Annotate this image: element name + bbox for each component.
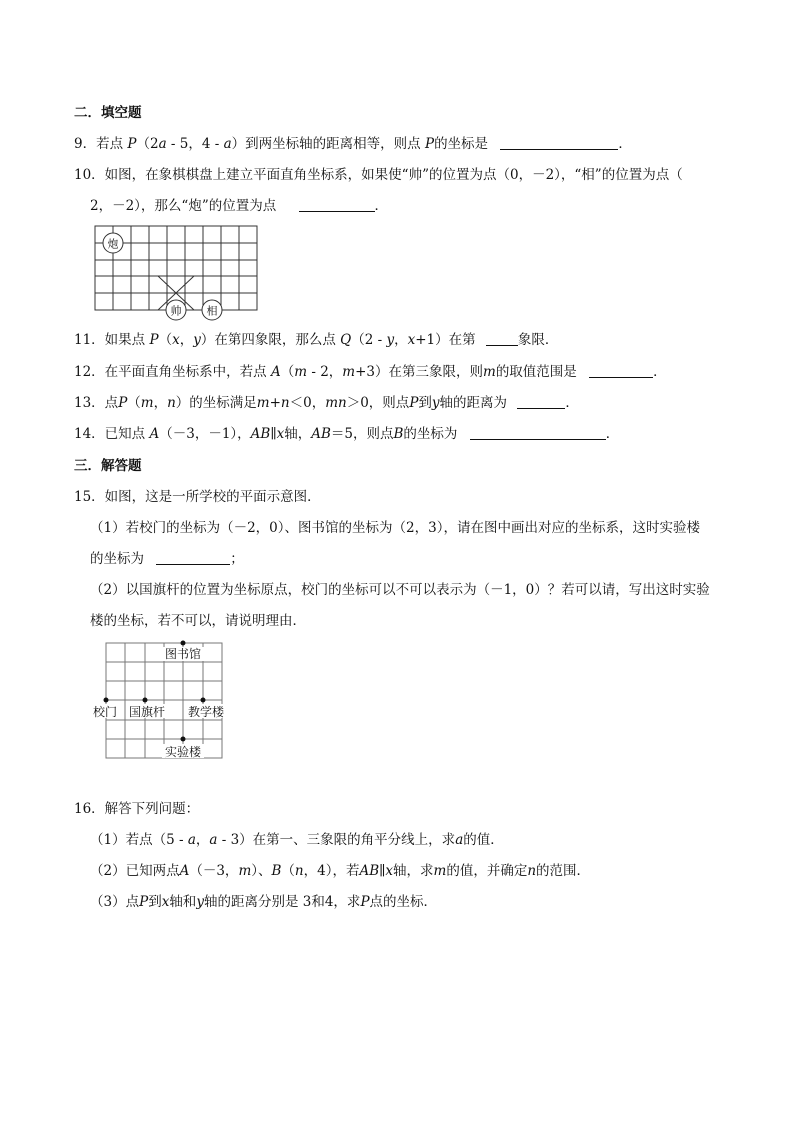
q14-text: （－3，－1），	[159, 426, 251, 442]
q16-var: B	[271, 863, 282, 879]
q12-text: - 2，	[307, 364, 343, 380]
q16-text: （2）已知两点	[90, 863, 180, 879]
q11-var: y	[193, 332, 201, 348]
q16-text: ）、	[251, 863, 272, 879]
q11-text: （	[158, 332, 173, 348]
q16-text: （－3，	[189, 863, 239, 879]
q12-text: 的取值范围是	[495, 364, 577, 380]
q11-text: 11．如果点	[74, 332, 146, 348]
gate-label: 校门	[92, 705, 118, 719]
teaching-dot	[201, 698, 206, 703]
q10-text: 2，－2），那么“炮”的位置为点	[90, 198, 277, 214]
q15-text: 的坐标为	[90, 551, 144, 567]
q13-var: n	[167, 395, 176, 411]
answer-blank[interactable]	[500, 135, 618, 150]
q11-text: ，	[394, 332, 408, 348]
pao-label: 炮	[107, 237, 119, 251]
q9-text: 9．若点	[74, 136, 124, 152]
q16-text: - 3）在第一、三象限的角平分线上，求	[217, 832, 456, 848]
question-10-line-2	[90, 197, 388, 215]
q16-var: a	[455, 832, 464, 848]
library-dot	[181, 641, 186, 646]
q14-text: ∥	[270, 426, 277, 442]
q9-var: P	[424, 136, 435, 152]
q14-var: x	[276, 426, 285, 442]
answer-blank[interactable]	[486, 331, 518, 346]
chess-board-figure	[90, 222, 262, 324]
q14-text: 的坐标为	[403, 426, 458, 442]
question-14	[74, 425, 619, 443]
q16-text: 轴的距离分别是 3和4，求	[203, 894, 361, 910]
q16-text: 轴和	[169, 894, 197, 910]
lab-dot	[181, 737, 186, 742]
teaching-label: 教学楼	[187, 705, 225, 719]
answer-blank[interactable]	[470, 425, 606, 440]
q16-text: ，	[195, 832, 210, 848]
q13-var: P	[118, 395, 128, 411]
question-16-part-2	[90, 862, 590, 880]
q13-text: 轴的距离为	[439, 395, 508, 411]
school-map-figure	[88, 640, 238, 764]
answer-blank[interactable]	[156, 550, 230, 565]
question-11	[74, 331, 558, 349]
q13-text: ＜0，	[289, 395, 326, 411]
q11-var: y	[386, 332, 395, 348]
q9-text: （2	[136, 136, 159, 152]
q16-text: （3）点	[90, 894, 140, 910]
q16-text: 的值，并确定	[446, 863, 528, 879]
q14-text: ．	[605, 426, 620, 442]
q11-text: 象限．	[517, 332, 559, 348]
question-15-line-4: （2）以国旗杆的位置为坐标原点，校门的坐标可以不可以表示为（－1，0）？若可以请，写出这时实验	[90, 582, 710, 598]
q15-text: ；	[230, 551, 244, 567]
q11-text: （2 -	[351, 332, 387, 348]
q12-var: m	[483, 364, 496, 380]
q16-var: m	[433, 863, 447, 879]
q16-var: y	[196, 894, 204, 910]
answer-blank[interactable]	[299, 197, 375, 212]
q16-text: ∥	[379, 863, 386, 879]
q12-var: m	[294, 364, 308, 380]
question-16-line-1: 16．解答下列问题：	[74, 801, 200, 817]
q13-var: y	[431, 395, 440, 411]
q13-text: （	[127, 395, 141, 411]
q16-text: 轴，求	[393, 863, 434, 879]
q13-var: m	[140, 395, 154, 411]
library-label: 图书馆	[164, 647, 202, 661]
lab-label: 实验楼	[164, 745, 202, 759]
q16-var: a	[187, 832, 196, 848]
question-12	[74, 363, 667, 381]
q13-var: n	[280, 395, 290, 411]
q16-var: n	[294, 863, 304, 879]
q16-var: x	[385, 863, 394, 879]
q16-var: x	[161, 894, 170, 910]
question-16-part-3	[90, 893, 437, 911]
q11-var: x	[407, 332, 416, 348]
q10-text: ．	[374, 198, 389, 214]
question-9	[74, 135, 632, 153]
q12-text: ．	[653, 364, 667, 380]
q14-text: 轴，	[284, 426, 312, 442]
xiang-label: 相	[206, 304, 218, 318]
q11-text: ，	[179, 332, 194, 348]
q11-var: x	[172, 332, 180, 348]
q9-var: a	[223, 136, 232, 152]
q16-text: 的范围．	[536, 863, 591, 879]
q9-text: ）到两坐标轴的距离相等，则点	[231, 136, 421, 152]
q16-var: A	[179, 863, 190, 879]
q13-text: +	[269, 395, 281, 411]
q16-text: 点的坐标．	[369, 894, 438, 910]
q14-var: B	[393, 426, 404, 442]
gate-dot	[104, 698, 109, 703]
question-10-line-1: 10．如图，在象棋棋盘上建立平面直角坐标系，如果使“帅”的位置为点（0，－2），“相”的位置为点（	[74, 167, 683, 183]
q13-var: m	[256, 395, 270, 411]
q16-text: （1）若点（5 -	[90, 832, 188, 848]
q9-text: 的坐标是	[434, 136, 489, 152]
q16-var: AB	[359, 863, 380, 879]
q13-text: ，	[153, 395, 168, 411]
q14-var: AB	[250, 426, 271, 442]
shuai-label: 帅	[170, 304, 182, 318]
q13-text: ＞0，则点	[346, 395, 410, 411]
q9-text: - 5，4 -	[166, 136, 224, 152]
q13-text: ．	[565, 395, 579, 411]
q9-var: P	[127, 136, 137, 152]
flagpole-dot	[143, 698, 148, 703]
q13-text: ）的坐标满足	[175, 395, 257, 411]
section-heading-solutions: 三．解答题	[74, 458, 142, 474]
question-15-line-5: 楼的坐标，若不可以，请说明理由．	[90, 613, 306, 629]
section-heading-fill-in: 二．填空题	[74, 105, 142, 121]
q16-var: m	[238, 863, 252, 879]
q11-text: +1）在第	[415, 332, 476, 348]
answer-blank[interactable]	[589, 363, 653, 378]
q16-text: （	[281, 863, 295, 879]
q11-text: ）在第四象限，那么点	[200, 332, 336, 348]
q13-var: P	[409, 395, 419, 411]
flagpole-label: 国旗杆	[128, 705, 166, 719]
q13-text: 到	[418, 395, 432, 411]
q13-var: mn	[325, 395, 347, 411]
q11-var: Q	[340, 332, 352, 348]
q16-text: ，4），若	[303, 863, 360, 879]
q16-var: P	[139, 894, 149, 910]
q9-var: a	[158, 136, 167, 152]
q16-var: n	[527, 863, 537, 879]
q14-var: AB	[311, 426, 331, 442]
q12-text: +3）在第三象限，则	[355, 364, 483, 380]
q16-text: 的值．	[463, 832, 504, 848]
q12-var: m	[342, 364, 356, 380]
question-15-line-3	[90, 550, 244, 568]
question-15-line-1: 15．如图，这是一所学校的平面示意图．	[74, 489, 321, 505]
q12-text: （	[280, 364, 295, 380]
q16-var: a	[209, 832, 218, 848]
answer-blank[interactable]	[517, 394, 565, 409]
q14-var: A	[149, 426, 160, 442]
q14-text: 14．已知点	[74, 426, 146, 442]
q12-text: 12．在平面直角坐标系中，若点	[74, 364, 267, 380]
q11-var: P	[149, 332, 159, 348]
q16-var: P	[360, 894, 370, 910]
question-16-part-1	[90, 831, 504, 849]
question-15-line-2: （1）若校门的坐标为（－2，0）、图书馆的坐标为（2，3），请在图中画出对应的坐标系，这时实验楼	[90, 520, 700, 536]
q12-var: A	[270, 364, 281, 380]
q14-text: ＝5，则点	[330, 426, 394, 442]
q16-text: 到	[148, 894, 162, 910]
q13-text: 13．点	[74, 395, 119, 411]
question-13	[74, 394, 579, 412]
q9-text: ．	[618, 136, 632, 152]
